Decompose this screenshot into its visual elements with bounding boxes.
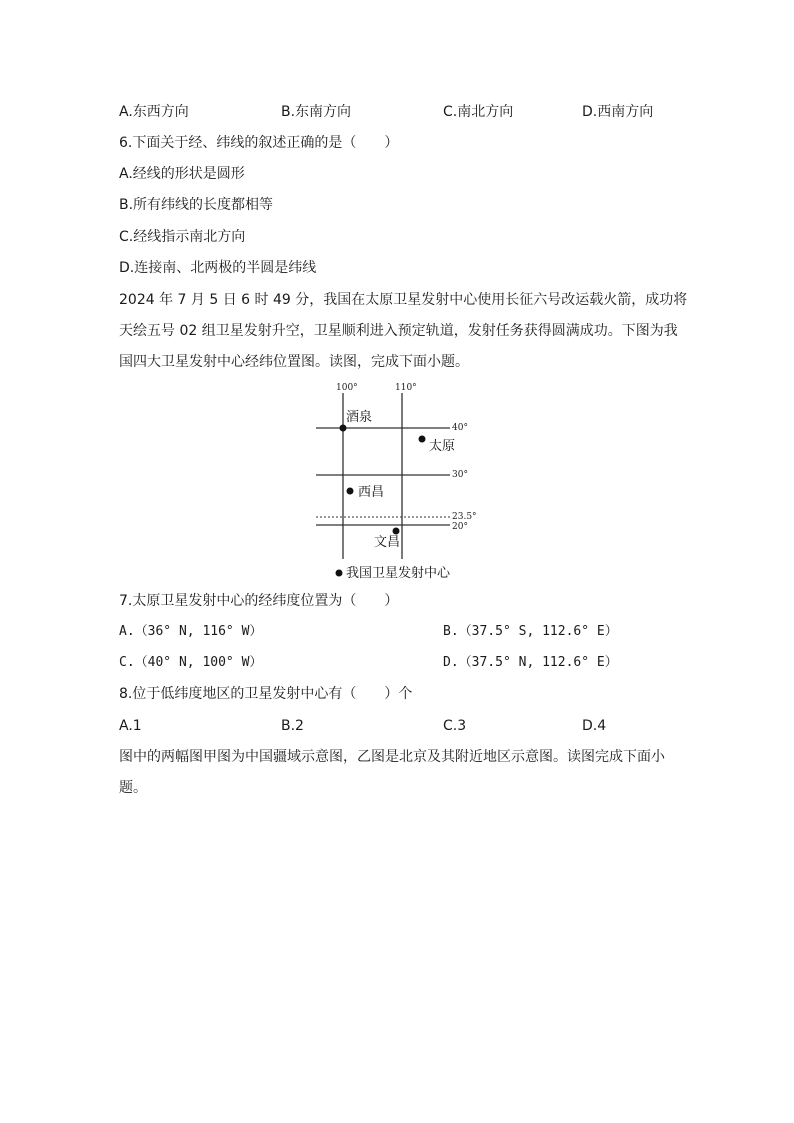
q8-stem: 8.位于低纬度地区的卫星发射中心有（ ）个	[119, 686, 413, 702]
q7-option-b: B.（37.5° S, 112.6° E）	[443, 624, 618, 639]
passage2-line-1: 图中的两幅图甲图为中国疆域示意图，乙图是北京及其附近地区示意图。读图完成下面小	[119, 749, 665, 765]
longitude-label-100: 100°	[336, 383, 358, 393]
q6-stem: 6.下面关于经、纬线的叙述正确的是（ ）	[119, 135, 399, 151]
longitude-label-110: 110°	[395, 383, 417, 393]
q7-option-c: C.（40° N, 100° W）	[119, 655, 263, 670]
q5-option-c: C.南北方向	[443, 104, 514, 120]
site-label-wenchang: 文昌	[374, 535, 401, 550]
q7-option-d: D.（37.5° N, 112.6° E）	[443, 655, 618, 670]
q5-option-b: B.东南方向	[281, 104, 352, 120]
passage-line-3: 国四大卫星发射中心经纬位置图。读图，完成下面小题。	[119, 354, 469, 370]
site-label-jiuquan: 酒泉	[346, 410, 373, 425]
site-dot-wenchang	[393, 528, 400, 535]
q7-stem: 7.太原卫星发射中心的经纬度位置为（ ）	[119, 593, 399, 609]
legend-dot	[336, 570, 343, 577]
q6-option-a: A.经线的形状是圆形	[119, 166, 245, 182]
passage2-line-2: 题。	[119, 780, 147, 796]
legend-label: 我国卫星发射中心	[346, 566, 451, 581]
q6-option-d: D.连接南、北两极的半圆是纬线	[119, 260, 317, 276]
site-label-taiyuan: 太原	[429, 439, 456, 454]
q6-option-c: C.经线指示南北方向	[119, 229, 246, 245]
latitude-label-30: 30°	[452, 470, 468, 480]
site-label-xichang: 西昌	[358, 485, 385, 500]
site-dot-xichang	[347, 488, 354, 495]
q8-option-b: B.2	[281, 718, 304, 734]
q8-option-a: A.1	[119, 718, 142, 734]
q5-option-a: A.东西方向	[119, 104, 189, 120]
q7-option-a: A.（36° N, 116° W）	[119, 624, 263, 639]
site-dot-jiuquan	[340, 425, 347, 432]
latitude-label-20: 20°	[452, 522, 468, 532]
q8-option-d: D.4	[582, 718, 607, 734]
q6-option-b: B.所有纬线的长度都相等	[119, 197, 274, 213]
launch-centers-map	[300, 378, 500, 584]
passage-line-2: 天绘五号 02 组卫星发射升空，卫星顺利进入预定轨道，发射任务获得圆满成功。下图为我	[119, 323, 678, 339]
latitude-label-40: 40°	[452, 423, 468, 433]
q5-option-d: D.西南方向	[582, 104, 654, 120]
latitude-label-23-5: 23.5°	[452, 512, 477, 522]
passage-line-1: 2024 年 7 月 5 日 6 时 49 分，我国在太原卫星发射中心使用长征六号改运载火箭，成功将	[119, 292, 688, 308]
q8-option-c: C.3	[443, 718, 467, 734]
site-dot-taiyuan	[419, 436, 426, 443]
